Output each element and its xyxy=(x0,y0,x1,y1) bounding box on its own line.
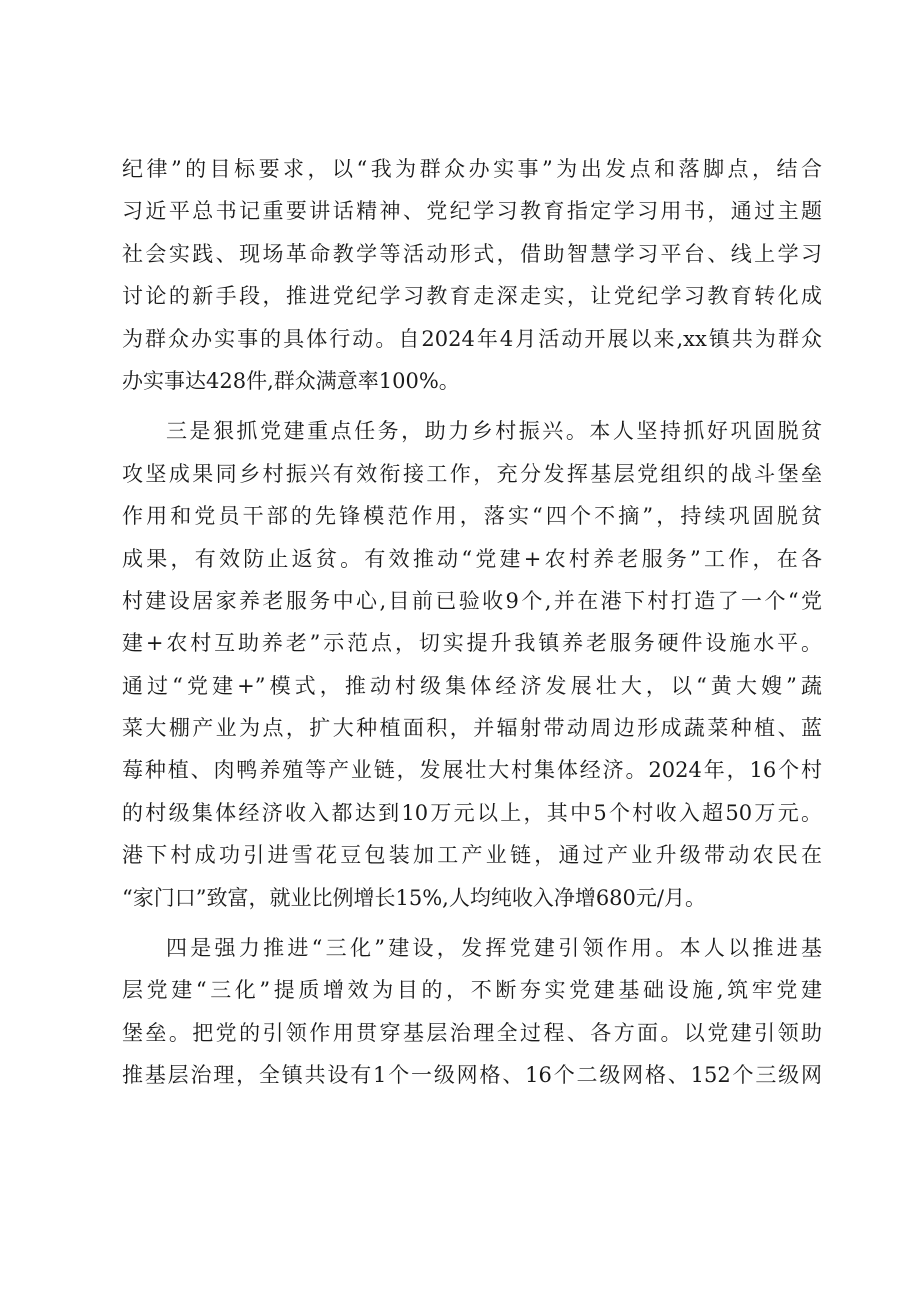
text-line: 为群众办实事的具体行动。自2024年4月活动开展以来,xx镇共为群众 xyxy=(122,326,822,351)
text-line: 纪律”的目标要求，以“我为群众办实事”为出发点和落脚点，结合 xyxy=(122,157,822,181)
text-line: 村建设居家养老服务中心,目前已验收9个,并在港下村打造了一个“党 xyxy=(122,588,822,613)
paragraph xyxy=(122,927,822,1097)
text-line: 层党建“三化”提质增效为目的，不断夯实党建基础设施,筑牢党建 xyxy=(122,978,822,1003)
text-line: 讨论的新手段，推进党纪学习教育走深走实，让党纪学习教育转化成 xyxy=(122,284,822,309)
text-line: 四是强力推进“三化”建设，发挥党建引领作用。本人以推进基 xyxy=(166,936,822,961)
text-line: 的村级集体经济收入都达到10万元以上，其中5个村收入超50万元。 xyxy=(122,800,822,825)
text-line: 通过“党建+”模式，推动村级集体经济发展壮大，以“黄大嫂”蔬 xyxy=(122,673,822,698)
text-line: 社会实践、现场革命教学等活动形式，借助智慧学习平台、线上学习 xyxy=(122,241,822,266)
text-line: “家门口”致富，就业比例增长15%,人均纯收入净增680元/月。 xyxy=(122,885,706,910)
text-line: 三是狠抓党建重点任务，助力乡村振兴。本人坚持抓好巩固脱贫 xyxy=(166,419,822,444)
text-line: 成果，有效防止返贫。有效推动“党建+农村养老服务”工作，在各 xyxy=(122,546,822,571)
text-line: 建+农村互助养老”示范点，切实提升我镇养老服务硬件设施水平。 xyxy=(122,631,822,656)
text-line: 作用和党员干部的先锋模范作用，落实“四个不摘”，持续巩固脱贫 xyxy=(122,504,822,529)
paragraph xyxy=(122,148,822,402)
text-line: 莓种植、肉鸭养殖等产业链，发展壮大村集体经济。2024年，16个村 xyxy=(122,758,822,783)
text-line: 习近平总书记重要讲话精神、党纪学习教育指定学习用书，通过主题 xyxy=(122,199,822,224)
paragraph-spacer xyxy=(122,402,822,410)
text-line: 攻坚成果同乡村振兴有效衔接工作，充分发挥基层党组织的战斗堡垒 xyxy=(122,461,822,486)
text-line: 港下村成功引进雪花豆包装加工产业链，通过产业升级带动农民在 xyxy=(122,843,822,868)
text-line: 办实事达428件,群众满意率100%。 xyxy=(122,368,460,393)
text-line: 菜大棚产业为点，扩大种植面积，并辐射带动周边形成蔬菜种植、蓝 xyxy=(122,716,822,741)
document-body xyxy=(122,148,822,1097)
text-line: 堡垒。把党的引领作用贯穿基层治理全过程、各方面。以党建引领助 xyxy=(122,1020,822,1045)
paragraph-spacer xyxy=(122,919,822,927)
paragraph xyxy=(122,410,822,919)
text-line: 推基层治理，全镇共设有1个一级网格、16个二级网格、152个三级网 xyxy=(122,1063,822,1088)
